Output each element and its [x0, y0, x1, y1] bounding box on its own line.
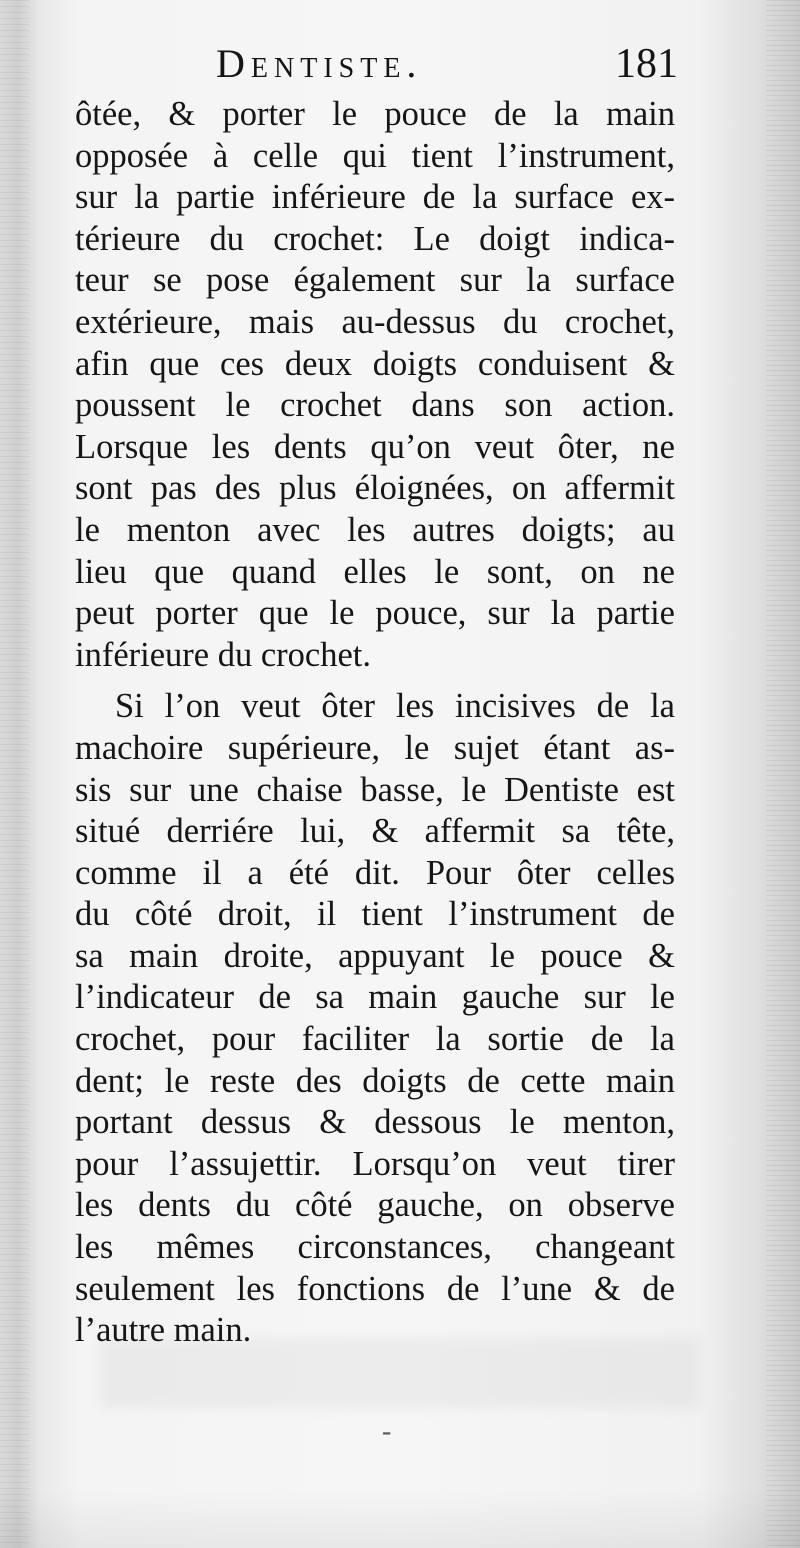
text-line: les dents du côté gauche, on observe — [75, 1186, 675, 1225]
text-line: du côté droit, il tient l’instrument de — [75, 895, 675, 934]
text-line: le menton avec les autres doigts; au — [75, 510, 675, 549]
text-line: inférieure du crochet. — [75, 635, 371, 674]
page-number: 181 — [615, 41, 678, 87]
running-head: Dentiste. — [216, 41, 423, 86]
text-line: pour l’assujettir. Lorsqu’on veut tirer — [75, 1144, 675, 1183]
text-line: l’indicateur de sa main gauche sur le — [75, 978, 675, 1017]
text-line: l’autre main. — [75, 1311, 252, 1350]
page-bottom-shadow — [0, 1488, 800, 1548]
paragraph-1 — [75, 94, 675, 676]
page-header — [78, 40, 678, 90]
text-line: sa main droite, appuyant le pouce & — [75, 936, 675, 975]
footer-mark: - — [382, 1416, 392, 1447]
paragraph-2 — [75, 686, 675, 1352]
text-line: comme il a été dit. Pour ôter celles — [75, 853, 675, 892]
text-line: térieure du crochet: Le doigt indica- — [75, 219, 675, 258]
text-line: peut porter que le pouce, sur la partie — [75, 594, 675, 633]
text-line: seulement les fonctions de l’une & de — [75, 1269, 675, 1308]
text-line: Lorsque les dents qu’on veut ôter, ne — [75, 427, 675, 466]
text-line: situé derriére lui, & affermit sa tête, — [75, 812, 675, 851]
text-line: extérieure, mais au-dessus du crochet, — [75, 302, 675, 341]
text-line: sont pas des plus éloignées, on affermit — [75, 469, 675, 508]
text-line: les mêmes circonstances, changeant — [75, 1228, 675, 1267]
text-line: portant dessus & dessous le menton, — [75, 1103, 675, 1142]
text-line: lieu que quand elles le sont, on ne — [75, 552, 675, 591]
text-line: crochet, pour faciliter la sortie de la — [75, 1020, 675, 1059]
text-line: poussent le crochet dans son action. — [75, 386, 675, 425]
text-line: afin que ces deux doigts conduisent & — [75, 344, 675, 383]
text-line: machoire supérieure, le sujet étant as- — [75, 728, 675, 767]
text-line: Si l’on veut ôter les incisives de la — [115, 687, 675, 726]
text-line: opposée à celle qui tient l’instrument, — [75, 136, 675, 175]
text-line: sur la partie inférieure de la surface ex- — [75, 178, 675, 217]
body-text — [75, 94, 675, 1352]
page-left-edge — [0, 0, 30, 1548]
text-line: teur se pose également sur la surface — [75, 261, 675, 300]
paragraph-gap — [75, 676, 675, 686]
text-line: dent; le reste des doigts de cette main — [75, 1061, 675, 1100]
page-right-edge — [766, 0, 800, 1548]
text-line: sis sur une chaise basse, le Dentiste est — [75, 770, 675, 809]
text-line: ôtée, & porter le pouce de la main — [75, 95, 675, 133]
